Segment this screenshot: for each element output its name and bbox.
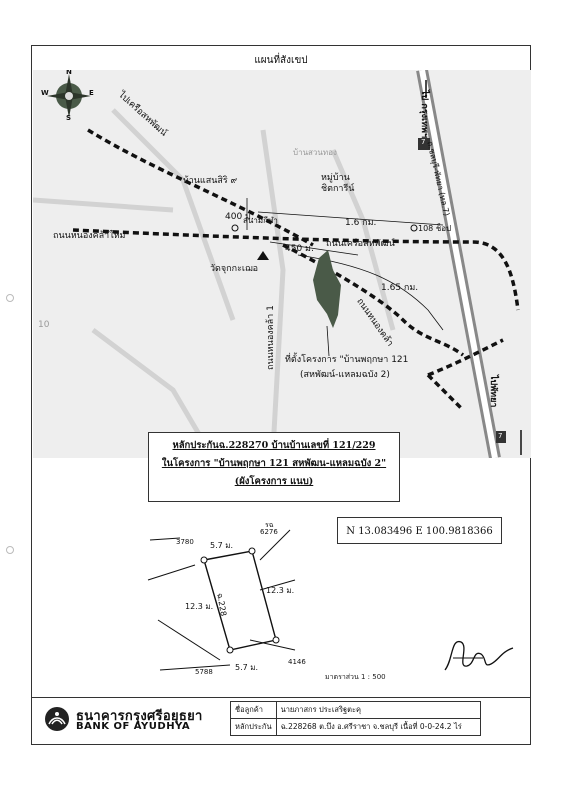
label-map-number: 10 xyxy=(38,320,50,330)
label-dist-400: 400 ม. xyxy=(225,212,254,222)
label-project-2: (สหพัฒน์-แหลมฉบัง 2) xyxy=(300,370,390,380)
label-dist-1-65: 1.65 กม. xyxy=(381,283,419,293)
plan-bottom-width: 5.7 ม. xyxy=(235,663,259,672)
collateral-line-1: หลักประกันฉ.228270 บ้านบ้านเลขที่ 121/229 xyxy=(172,440,376,451)
location-map xyxy=(33,70,531,458)
customer-label: ชื่อลูกค้า xyxy=(231,702,277,719)
label-project-1: ที่ตั้งโครงการ "บ้านพฤกษา 121 xyxy=(285,355,409,365)
plan-deed-no: ฉ.228 xyxy=(215,592,229,617)
label-dist-450: 450 ม. xyxy=(285,244,314,254)
plan-neighbour-bottom-left: 5788 xyxy=(195,668,213,676)
compass-e: E xyxy=(89,89,94,97)
table-row xyxy=(231,702,481,719)
table-row xyxy=(231,719,481,736)
project-parcel xyxy=(313,250,341,328)
label-nong-khla: ถนนหนองคล้า xyxy=(354,296,395,349)
highway-7 xyxy=(422,70,495,458)
label-nong-khla-mai: ถนนหนองคล้าใหม่ xyxy=(53,231,126,241)
map-drawing xyxy=(33,70,531,458)
signature xyxy=(443,630,515,680)
compass-n: N xyxy=(66,70,72,76)
punch-hole xyxy=(6,294,14,302)
label-route-7-bottom: 7 xyxy=(498,432,503,440)
label-temple: วัดจุกกะเฌอ xyxy=(210,264,259,274)
plan-mark-ro: รฉ xyxy=(265,521,274,529)
collateral-value: ฉ.228268 ต.บึง อ.ศรีราชา จ.ชลบุรี เนื้อที่ 0-0-24.2 ไร่ xyxy=(276,719,480,736)
label-to-pattaya: ไปพัทยา xyxy=(488,375,498,408)
bank-logo-icon xyxy=(44,706,70,732)
bank-name-english: BANK OF AYUDHYA xyxy=(76,721,191,732)
collateral-line-3: (ผังโครงการ แนบ) xyxy=(234,476,314,487)
label-village-suansuan: บ้านสวนทอง xyxy=(293,148,337,157)
label-sittharin: ชิตการีน์ xyxy=(321,184,355,194)
footer-info-table xyxy=(230,701,481,736)
gps-coordinates: N 13.083496 E 100.9818366 xyxy=(337,517,502,544)
plan-neighbour-top-left: 3780 xyxy=(176,538,194,546)
label-nong-khla-1: ถนนหนองคล้า 1 xyxy=(266,305,276,370)
label-chonburi-pattaya: ถ.ชลบุรี-พัทยา (ทล.7) xyxy=(425,140,452,217)
bank-name-thai: ธนาคารกรุงศรีอยุธยา xyxy=(76,709,203,724)
petrol-icon xyxy=(411,225,417,231)
label-road-sahaphat-top: ไปเครือสหพัฒน์ xyxy=(116,90,169,139)
map-scale: มาตราส่วน 1 : 500 xyxy=(325,673,386,681)
plan-neighbour-top-right: 6276 xyxy=(260,528,278,536)
plan-left-depth: 12.3 ม. xyxy=(185,602,214,611)
label-moo-ban: หมู่บ้าน xyxy=(321,173,350,183)
collateral-info-box xyxy=(148,432,400,502)
label-petrol: 108 ช็อป xyxy=(418,224,452,233)
landmark-icon xyxy=(232,225,238,231)
page-title: แผนที่สังเขป xyxy=(254,55,308,66)
label-dist-1-6: 1.6 กม. xyxy=(345,218,377,228)
label-route-7-top: 7 xyxy=(421,138,426,146)
compass-s: S xyxy=(66,114,72,122)
label-to-bangkok: ไป กรุงเทพฯ xyxy=(419,90,429,139)
label-village-sahaphat: บ้านแสนสิริ ๙ xyxy=(183,176,238,186)
label-sahaphat-road: ถนนเครือสหพัฒน์ xyxy=(326,239,395,249)
punch-hole xyxy=(6,546,14,554)
label-sanam-kilo: สนามกีฬา xyxy=(243,216,278,225)
plan-top-width: 5.7 ม. xyxy=(210,541,234,550)
compass-rose xyxy=(41,70,97,122)
compass-w: W xyxy=(41,89,49,97)
customer-value: นายภาสกร ประเสริฐตะคุ xyxy=(276,702,480,719)
plan-neighbour-bottom-right: 4146 xyxy=(288,658,306,666)
collateral-label: หลักประกัน xyxy=(231,719,277,736)
plot-plan xyxy=(140,520,310,690)
temple-icon xyxy=(257,251,269,260)
collateral-line-2: ในโครงการ "บ้านพฤกษา 121 สหพัฒน-แหลมฉบัง 2" xyxy=(161,458,387,469)
plan-right-depth: 12.3 ม. xyxy=(266,586,295,595)
